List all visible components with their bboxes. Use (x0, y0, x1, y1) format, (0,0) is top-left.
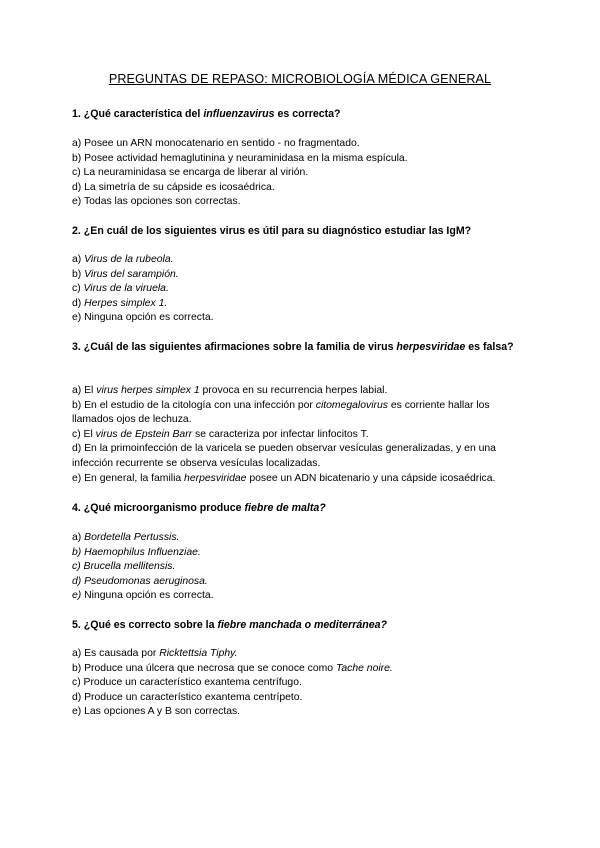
option-5a: a) Es causada por Ricktettsia Tiphy. (72, 648, 238, 659)
option-1b: b) Posee actividad hemaglutinina y neuraminidasa en la misma espícula. (72, 152, 408, 164)
option-1d: d) La simetría de su cápside es icosaédrica. (72, 181, 275, 193)
option-4b: b) Haemophilus Influenziae. (72, 546, 201, 558)
option-3e: e) En general, la familia herpesviridae posee un ADN bicatenario y una cápside icosaédrica. (72, 472, 496, 484)
question-5 (72, 618, 524, 633)
question-5-italic: fiebre manchada o mediterránea? (217, 619, 387, 631)
option-2b: b) Virus del sarampión. (72, 268, 179, 280)
question-3-italic: herpesviridae (396, 341, 466, 353)
option-5c: c) Produce un característico exantema centrífugo. (72, 677, 302, 689)
question-3-options (72, 384, 527, 486)
option-1c: c) La neuraminidasa se encarga de liberar al virión. (72, 167, 309, 179)
option-5e: e) Las opciones A y B son correctas. (72, 706, 241, 718)
option-2a: a) Virus de la rubeola. (72, 254, 174, 265)
question-4-italic: fiebre de malta? (244, 502, 326, 514)
question-2-text: 2. ¿En cuál de los siguientes virus es útil para su diagnóstico estudiar las IgM? (72, 225, 472, 237)
option-5b: b) Produce una úlcera que necrosa que se conoce como Tache noire. (72, 662, 393, 674)
option-4d: d) Pseudomonas aeruginosa. (72, 575, 208, 587)
option-3c: c) El virus de Epstein Barr se caracteriza por infectar linfocitos T. (72, 428, 369, 440)
question-1-options (72, 137, 527, 210)
option-4a: a) Bordetella Pertussis. (72, 532, 180, 543)
question-1-text-end: es correcta? (274, 108, 341, 120)
question-4-options (72, 531, 527, 604)
question-1 (72, 107, 524, 122)
option-4e: e) Ninguna opción es correcta. (72, 590, 214, 602)
option-5d: d) Produce un característico exantema centrípeto. (72, 691, 303, 703)
question-3 (72, 340, 524, 355)
option-1e: e) Todas las opciones son correctas. (72, 196, 241, 208)
question-1-text: 1. ¿Qué característica del (72, 108, 204, 120)
option-3d: d) En la primoinfección de la varicela se pueden observar vesículas generalizadas, y en una infección recurrente se observa vesículas localizadas. (72, 443, 496, 469)
option-2c: c) Virus de la viruela. (72, 283, 169, 295)
option-3a: a) El virus herpes simplex 1 provoca en su recurrencia herpes labial. (72, 385, 388, 396)
option-2d: d) Herpes simplex 1. (72, 297, 168, 309)
question-2 (72, 224, 524, 239)
question-4 (72, 501, 524, 516)
document-title: PREGUNTAS DE REPASO: MICROBIOLOGÍA MÉDICA GENERAL (108, 72, 492, 86)
question-5-options (72, 647, 527, 720)
question-1-italic: influenzavirus (203, 108, 275, 120)
question-3-text-end: es falsa? (465, 341, 514, 353)
question-2-options (72, 253, 527, 326)
question-3-text: 3. ¿Cuál de las siguientes afirmaciones sobre la familia de virus (72, 341, 397, 353)
option-3b: b) En el estudio de la citología con una infección por citomegalovirus es corriente hallar los llamados ojos de lechuza. (72, 399, 490, 426)
question-5-text: 5. ¿Qué es correcto sobre la (72, 619, 218, 631)
option-4c: c) Brucella mellitensis. (72, 561, 176, 573)
question-4-text: 4. ¿Qué microorganismo produce (72, 502, 245, 514)
option-1a: a) Posee un ARN monocatenario en sentido - no fragmentado. (72, 138, 360, 149)
option-2e: e) Ninguna opción es correcta. (72, 312, 214, 324)
